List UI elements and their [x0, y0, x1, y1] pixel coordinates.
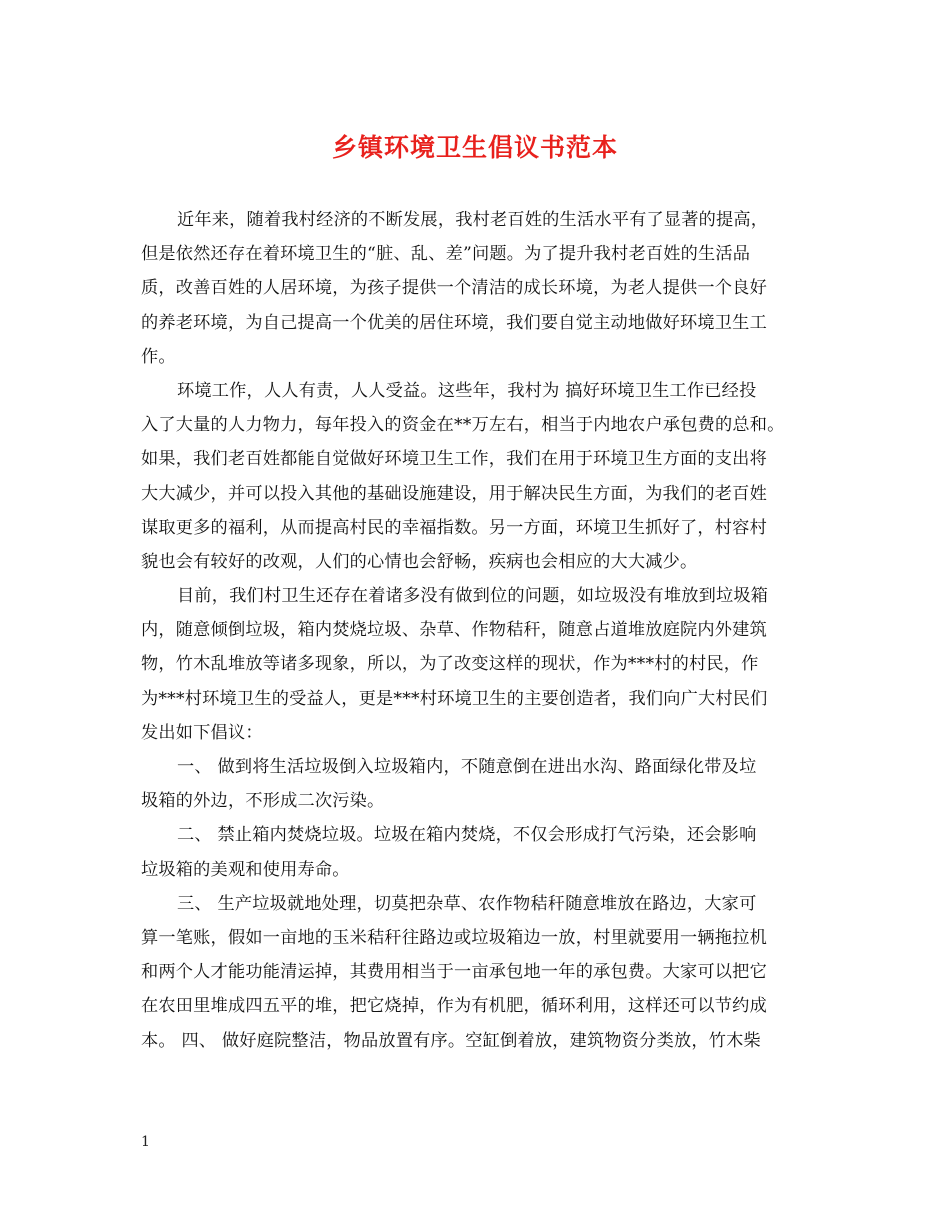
text-line: 发出如下倡议：: [141, 722, 263, 743]
text-line: 一、 做到将生活垃圾倒入垃圾箱内，不随意倒在进出水沟、路面绿化带及垃: [177, 757, 757, 777]
text-line: 内，随意倾倒垃圾，箱内焚烧垃圾、杂草、作物秸秆，随意占道堆放庭院内外建筑: [141, 620, 767, 641]
text-line: 和两个人才能功能清运掉，其费用相当于一亩承包地一年的承包费。大家可以把它: [141, 962, 767, 983]
document-title: 乡镇环境卫生倡议书范本: [331, 133, 618, 162]
text-line: 算一笔账，假如一亩地的玉米秸秆往路边或垃圾箱边一放，村里就要用一辆拖拉机: [141, 927, 767, 948]
text-line: 如果，我们老百姓都能自觉做好环境卫生工作，我们在用于环境卫生方面的支出将: [141, 449, 767, 470]
text-line: 为***村环境卫生的受益人，更是***村环境卫生的主要创造者，我们向广大村民们: [141, 688, 768, 709]
text-line: 入了大量的人力物力，每年投入的资金在**万左右，相当于内地农户承包费的总和。: [141, 415, 785, 436]
page-number: 1: [141, 1134, 150, 1150]
text-line: 近年来，随着我村经济的不断发展，我村老百姓的生活水平有了显著的提高，: [177, 210, 769, 230]
text-line: 物，竹木乱堆放等诸多现象，所以，为了改变这样的现状，作为***村的村民，作: [141, 654, 759, 675]
text-line: 但是依然还存在着环境卫生的“脏、乱、差”问题。为了提升我村老百姓的生活品: [141, 244, 751, 265]
text-line: 质，改善百姓的人居环境，为孩子提供一个清洁的成长环境，为老人提供一个良好: [141, 278, 767, 299]
text-line: 貌也会有较好的改观，人们的心情也会舒畅，疾病也会相应的大大减少。: [141, 551, 698, 572]
text-line: 本。 四、 做好庭院整洁，物品放置有序。空缸倒着放，建筑物资分类放，竹木柴: [141, 1030, 761, 1051]
document-body: [141, 203, 809, 1058]
text-line: 大大减少，并可以投入其他的基础设施建设，用于解决民生方面，为我们的老百姓: [141, 483, 767, 504]
text-line: 作。: [141, 346, 176, 367]
text-line: 垃圾箱的美观和使用寿命。: [141, 859, 350, 880]
text-line: 三、 生产垃圾就地处理，切莫把杂草、农作物秸秆随意堆放在路边，大家可: [177, 893, 757, 914]
text-line: 在农田里堆成四五平的堆，把它烧掉，作为有机肥，循环利用，这样还可以节约成: [141, 996, 767, 1017]
text-line: 谋取更多的福利，从而提高村民的幸福指数。另一方面，环境卫生抓好了，村容村: [141, 517, 767, 538]
text-line: 的养老环境，为自己提高一个优美的居住环境，我们要自觉主动地做好环境卫生工: [141, 312, 767, 333]
text-line: 二、 禁止箱内焚烧垃圾。垃圾在箱内焚烧，不仅会形成打气污染，还会影响: [177, 825, 757, 846]
text-line: 目前，我们村卫生还存在着诸多没有做到位的问题，如垃圾没有堆放到垃圾箱: [177, 586, 769, 607]
text-line: 圾箱的外边，不形成二次污染。: [141, 791, 385, 812]
text-line: 环境工作，人人有责，人人受益。这些年，我村为 搞好环境卫生工作已经投: [177, 380, 757, 401]
